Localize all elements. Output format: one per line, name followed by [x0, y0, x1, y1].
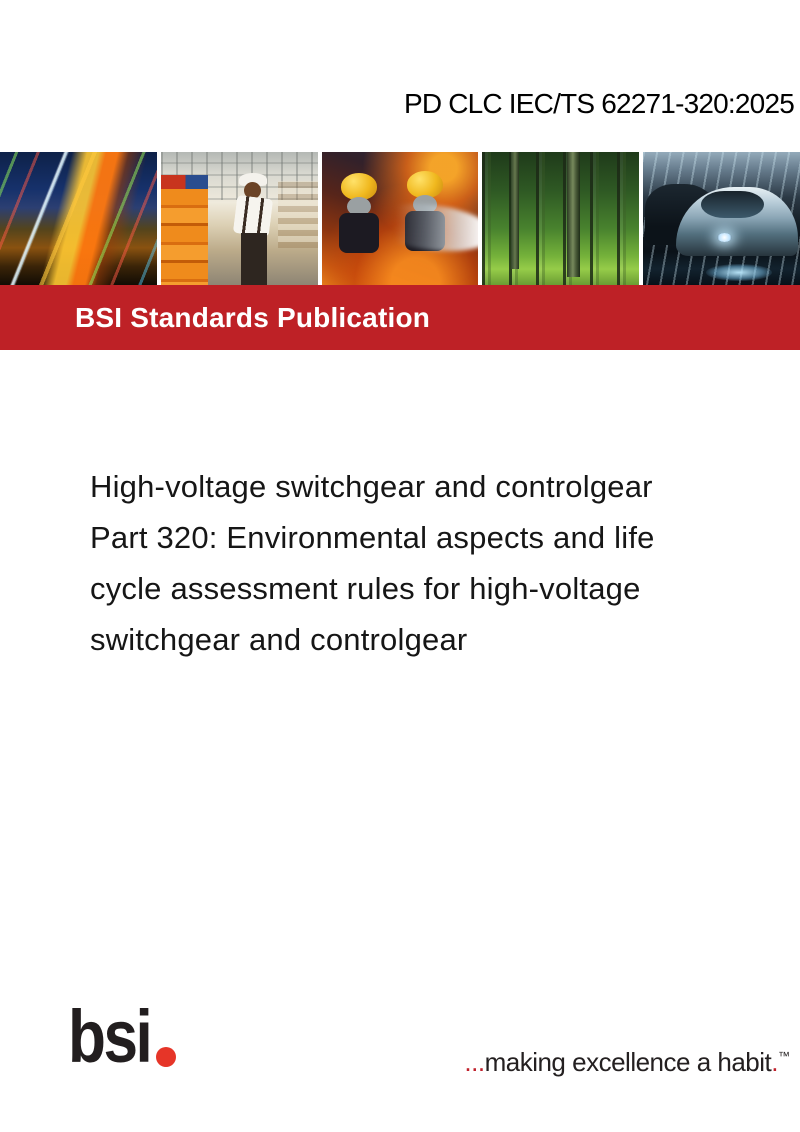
tree-trunk-graphic [567, 152, 580, 277]
firefighter-helmet-graphic [341, 173, 377, 200]
banner-label: BSI Standards Publication [75, 301, 431, 333]
forest-photo [482, 152, 639, 285]
firefighters-photo [322, 152, 479, 285]
tagline-ellipsis: ... [464, 1047, 485, 1077]
bsi-logo-text: bsi [68, 995, 151, 1078]
bsi-red-banner [0, 285, 800, 350]
warehouse-worker-photo [161, 152, 318, 285]
worker-legs-graphic [241, 233, 267, 285]
title-line: switchgear and controlgear [90, 622, 468, 657]
warehouse-orange-crates-graphic [161, 189, 208, 285]
warehouse-colored-crates-graphic [161, 175, 208, 190]
photo-strip [0, 152, 800, 285]
car-windshield-graphic [701, 191, 765, 217]
car-headlight-graphic [717, 233, 732, 242]
title-line: cycle assessment rules for high-voltage [90, 571, 641, 606]
bsi-logo [68, 995, 166, 1078]
title-line: Part 320: Environmental aspects and life [90, 520, 655, 555]
tagline-text: making excellence a habit [484, 1047, 772, 1077]
bsi-logo-red-dot-icon [156, 1047, 176, 1067]
car-production-line-photo [643, 152, 800, 285]
tree-trunk-graphic [511, 152, 519, 269]
title-line: High-voltage switchgear and controlgear [90, 469, 653, 504]
document-title [90, 461, 655, 665]
floor-light-glow-graphic [706, 264, 772, 281]
tagline-period: . [771, 1047, 778, 1077]
warehouse-worker-figure [227, 173, 280, 285]
firefighter-helmet-graphic [407, 171, 443, 198]
city-light-trails-photo [0, 152, 157, 285]
warehouse-shelves-graphic [278, 181, 317, 248]
document-number: PD CLC IEC/TS 62271-320:2025 [403, 88, 794, 119]
trademark-symbol: ™ [778, 1049, 790, 1063]
water-spray-graphic [366, 198, 478, 258]
worker-shirt-graphic [232, 195, 272, 237]
tagline [464, 1041, 790, 1077]
